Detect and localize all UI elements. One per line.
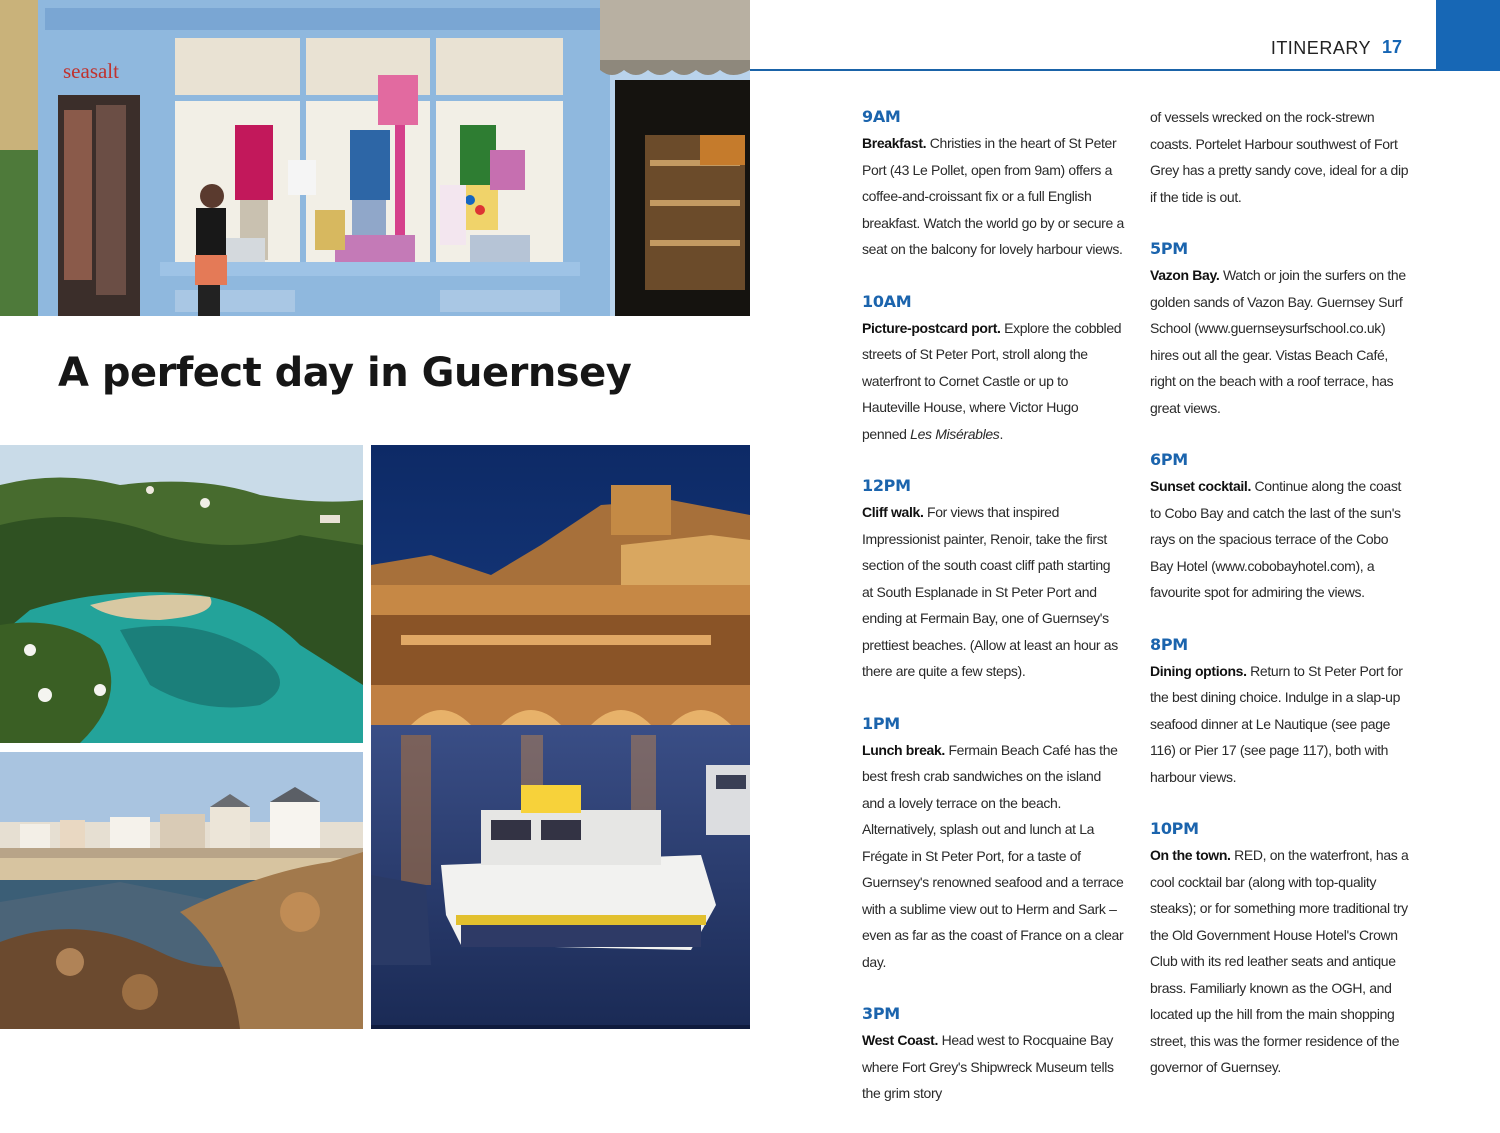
entry-time: 6PM — [1150, 450, 1188, 469]
entry-text: Fermain Beach Café has the best fresh crab sandwiches on the island and a lovely terrace on the beach. Alternatively, splash out and lunch at La Frégate in St Peter Port, for a taste of Guernsey's renowned seafood and a terrace with a sublime view out to Herm and Sark – even as far as the coast of France on a clear day. — [862, 741, 1124, 970]
entry-body — [1150, 842, 1412, 1081]
entry-lead: Sunset cocktail. — [1150, 478, 1251, 494]
itinerary-continuation — [1150, 104, 1412, 210]
entry-text: Christies in the heart of St Peter Port (43 Le Pollet, open from 9am) offers a coffee-and-croissant fix or a full English breakfast. Watch the world go by or secure a seat on the balcony for lovely harbour views. — [862, 135, 1124, 257]
entry-body — [862, 130, 1124, 263]
entry-body — [862, 1027, 1124, 1107]
beach-village-photo — [0, 752, 363, 1029]
left-page — [0, 0, 750, 1029]
right-page — [750, 0, 1500, 1101]
book-title: Les Misérables — [910, 425, 1000, 442]
entry-body — [1150, 473, 1412, 606]
entry-time: 1PM — [862, 713, 900, 733]
entry-time: 10AM — [862, 291, 912, 311]
itinerary-entry — [862, 473, 1124, 685]
entry-text: Explore the cobbled streets of St Peter Port, stroll along the waterfront to Cornet Castle or up to Hauteville House, where Victor Hugo penned — [862, 319, 1122, 442]
entry-time: 9AM — [862, 107, 901, 126]
castle-cornet-night-photo — [371, 445, 750, 1029]
entry-lead: Cliff walk. — [862, 504, 924, 520]
itinerary-entry — [1150, 816, 1412, 1081]
running-head — [750, 0, 1500, 72]
itinerary-entry — [862, 104, 1124, 263]
entry-text: Return to St Peter Port for the best dining choice. Indulge in a slap-up seafood dinner at Le Nautique (see page 116) or Pier 17 (see page 117), both with harbour views. — [1150, 662, 1403, 785]
entry-body — [862, 499, 1124, 685]
entry-text: Watch or join the surfers on the golden sands of Vazon Bay. Guernsey Surf School (www.guernseysurfschool.co.uk) hires out all the gear. Vistas Beach Café, right on the beach with a roof terrace, has great views. — [1150, 267, 1406, 416]
cove-photo — [0, 445, 363, 743]
shop-sign-text: seasalt — [63, 59, 119, 83]
entry-lead: West Coast. — [862, 1032, 939, 1048]
section-tab — [1436, 0, 1500, 71]
entry-body — [862, 315, 1124, 448]
itinerary-column-2 — [1150, 104, 1412, 1107]
entry-body: of vessels wrecked on the rock-strewn coasts. Portelet Harbour southwest of Fort Grey has a pretty sandy cove, ideal for a dip if the tide is out. — [1150, 109, 1409, 205]
shop-front-photo — [0, 0, 750, 316]
entry-text: RED, on the waterfront, has a cool cocktail bar (along with top-quality steaks); or for something more traditional try the Old Government House Hotel's Crown Club with its red leather seats and antique brass. Familiarly known as the OGH, and located up the hill from the main shopping street, this was the former residence of the governor of Guernsey. — [1150, 847, 1409, 1075]
itinerary-entry — [862, 1001, 1124, 1107]
entry-lead: Lunch break. — [862, 741, 945, 758]
entry-time: 5PM — [1150, 239, 1188, 258]
page-title: A perfect day in Guernsey — [58, 350, 632, 396]
entry-body — [862, 737, 1124, 976]
entry-lead: Breakfast. — [862, 135, 927, 151]
itinerary-entry — [862, 711, 1124, 976]
section-label: ITINERARY — [1270, 38, 1371, 58]
entry-text: For views that inspired Impressionist painter, Renoir, take the first section of the south coast cliff path starting at South Esplanade in St Peter Port and ending at Fermain Bay, one of Guernsey's prettiest beaches. (Allow at least an hour as there are quite a few steps). — [862, 504, 1118, 679]
entry-text-end: . — [999, 425, 1003, 442]
itinerary-entry — [862, 289, 1124, 448]
entry-lead: Dining options. — [1150, 662, 1247, 679]
page-number: 17 — [1381, 37, 1402, 57]
header-rule — [750, 69, 1500, 71]
entry-lead: Picture-postcard port. — [862, 319, 1001, 336]
entry-body — [1150, 658, 1412, 791]
entry-time: 10PM — [1150, 819, 1199, 838]
entry-text: Continue along the coast to Cobo Bay and catch the last of the sun's rays on the spacious terrace of the Cobo Bay Hotel (www.cobobayhotel.com), a favourite spot for admiring the views. — [1150, 478, 1402, 600]
entry-body — [1150, 262, 1412, 421]
itinerary-entry — [1150, 632, 1412, 791]
entry-lead: Vazon Bay. — [1150, 267, 1220, 283]
itinerary-column-1 — [862, 104, 1124, 1133]
entry-text: Head west to Rocquaine Bay where Fort Grey's Shipwreck Museum tells the grim story — [862, 1032, 1114, 1101]
entry-time: 8PM — [1150, 634, 1188, 654]
entry-time: 3PM — [862, 1004, 900, 1023]
itinerary-entry — [1150, 447, 1412, 606]
entry-lead: On the town. — [1150, 847, 1231, 863]
itinerary-entry — [1150, 236, 1412, 421]
entry-time: 12PM — [862, 476, 911, 495]
